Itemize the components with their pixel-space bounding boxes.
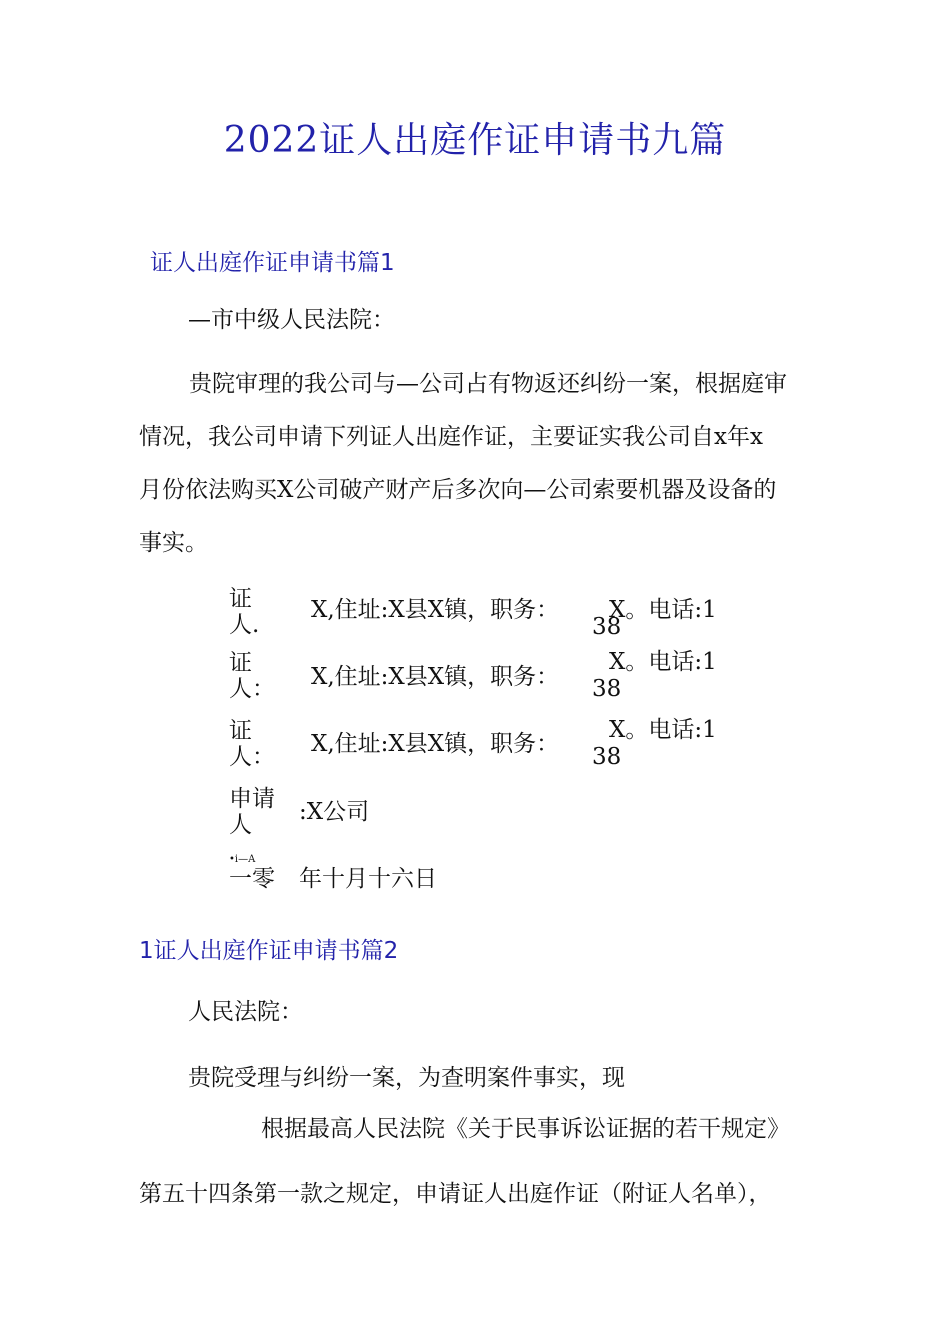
body-line: 贵院受理与纠纷一案，为查明案件事实，现 — [188, 1065, 625, 1091]
witness-phone-label: X。电话:1 — [609, 597, 717, 623]
witness-label: 证 人： — [229, 650, 275, 702]
witness-info: X,住址:X县X镇，职务： — [311, 664, 560, 690]
witness-phone: 38 — [592, 744, 622, 770]
date-rest: 年十月十六日 — [299, 866, 437, 892]
date-prefix: 一零 — [229, 866, 275, 892]
witness-label: 证 人. — [229, 586, 260, 638]
body-line: 根据最高人民法院《关于民事诉讼证据的若干规定》 — [261, 1116, 790, 1142]
document-title: 2022证人出庭作证申请书九篇 — [223, 120, 727, 161]
witness-phone-label: X。电话:1 — [609, 717, 717, 743]
body-line: 月份依法购买X公司破产财产后多次向—公司索要机器及设备的 — [139, 477, 777, 503]
body-line: 贵院审理的我公司与—公司占有物返还纠纷一案，根据庭审 — [189, 371, 787, 397]
witness-phone: 38 — [592, 676, 622, 702]
body-paragraph-1 — [139, 358, 799, 570]
applicant-value: :X公司 — [299, 799, 370, 825]
body-line: 事实。 — [139, 530, 208, 556]
witness-phone: 38 — [592, 614, 622, 640]
witness-label: 证 人： — [229, 718, 275, 770]
date-mark: •i—A — [229, 854, 256, 865]
body-line: 第五十四条第一款之规定，申请证人出庭作证（附证人名单）， — [139, 1181, 772, 1207]
witness-info: X,住址:X县X镇，职务： — [311, 597, 560, 623]
addressee-2: 人民法院： — [188, 999, 303, 1025]
witness-info: X,住址:X县X镇，职务： — [311, 731, 560, 757]
section-heading-1: 证人出庭作证申请书篇1 — [150, 250, 395, 276]
body-line: 情况，我公司申请下列证人出庭作证，主要证实我公司自x年x — [139, 424, 763, 450]
witness-phone-label: X。电话:1 — [609, 649, 717, 675]
applicant-label: 申请 人 — [229, 786, 275, 838]
addressee-1: —市中级人民法院： — [188, 307, 395, 333]
section-heading-2: 1证人出庭作证申请书篇2 — [139, 938, 399, 964]
